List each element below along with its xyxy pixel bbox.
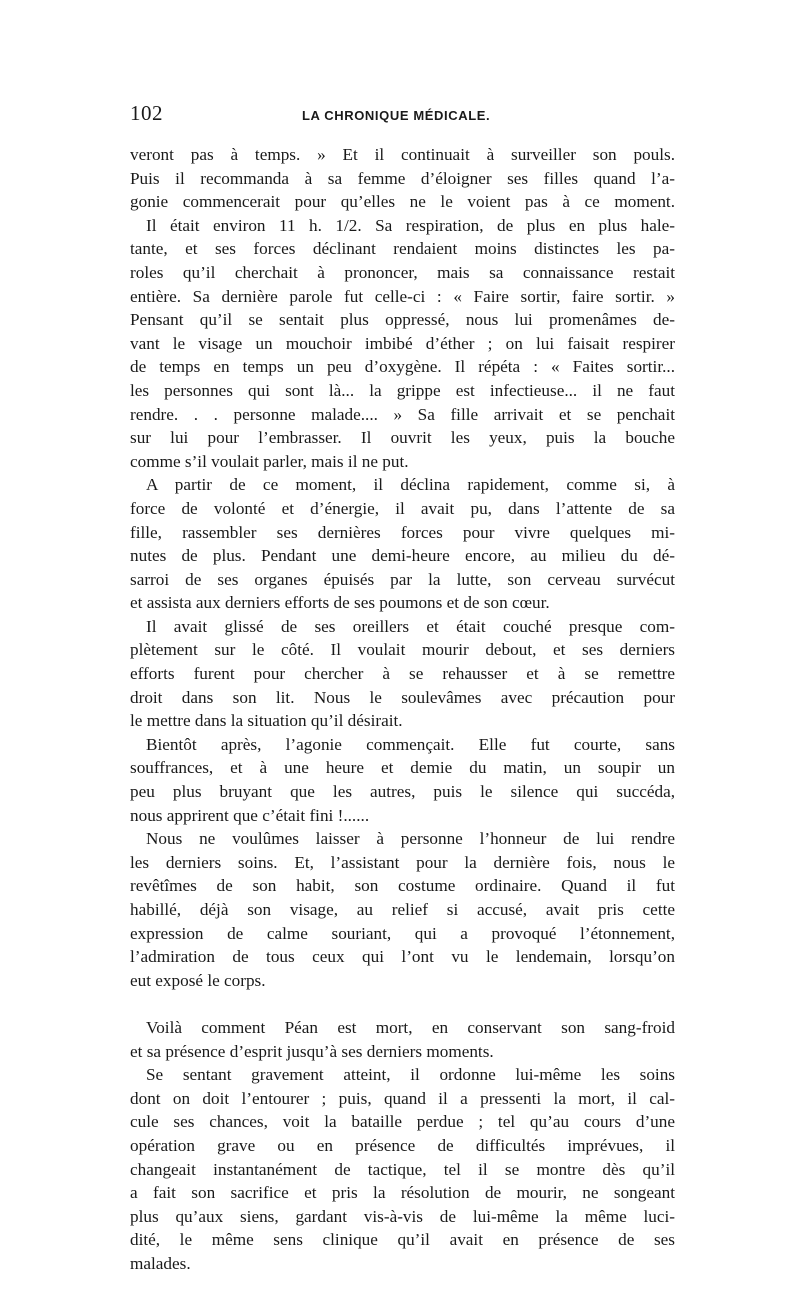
text-line: Pensant qu’il se sentait plus oppressé, nous lui promenâmes de-	[130, 310, 675, 330]
text-line: peu plus bruyant que les autres, puis le silence qui succéda,	[130, 782, 675, 802]
text-line: Il était environ 11 h. 1/2. Sa respiration, de plus en plus hale-	[146, 215, 675, 235]
text-line: plètement sur le côté. Il voulait mourir debout, et ses derniers	[130, 640, 675, 660]
text-line: cule ses chances, voit la bataille perdue ; tel qu’au cours d’une	[130, 1112, 675, 1132]
text-line: droit dans son lit. Nous le soulevâmes avec précaution pour	[130, 687, 675, 707]
text-line: l’admiration de tous ceux qui l’ont vu le lendemain, lorsqu’on	[130, 947, 675, 967]
text-line: Se sentant gravement atteint, il ordonne lui-même les soins	[146, 1065, 675, 1085]
text-line: le mettre dans la situation qu’il désirait.	[130, 711, 403, 731]
text-line: souffrances, et à une heure et demie du matin, un soupir un	[130, 758, 675, 778]
text-line: Il avait glissé de ses oreillers et était couché presque com-	[146, 616, 675, 636]
text-line: malades.	[130, 1253, 191, 1273]
text-line: changeait instantanément de tactique, tel il se montre dès qu’il	[130, 1159, 675, 1179]
text-line: expression de calme souriant, qui a provoqué l’étonnement,	[130, 923, 675, 943]
text-line: gonie commencerait pour qu’elles ne le voient pas à ce moment.	[130, 192, 675, 212]
text-line: A partir de ce moment, il déclina rapidement, comme si, à	[146, 475, 675, 495]
body-text	[130, 143, 675, 1276]
text-line: veront pas à temps. » Et il continuait à surveiller son pouls.	[130, 145, 675, 164]
text-line: roles qu’il cherchait à prononcer, mais sa connaissance restait	[130, 262, 675, 282]
text-line: plus qu’aux siens, gardant vis-à-vis de lui-même la même luci-	[130, 1206, 675, 1226]
text-line: nutes de plus. Pendant une demi-heure encore, au milieu du dé-	[130, 546, 675, 566]
page-number: 102	[130, 101, 163, 125]
text-line: Puis il recommanda à sa femme d’éloigner ses filles quand l’a-	[130, 168, 675, 188]
text-line: opération grave ou en présence de difficultés imprévues, il	[130, 1135, 675, 1155]
text-line: tante, et ses forces déclinant rendaient moins distinctes les pa-	[130, 239, 675, 259]
text-line: habillé, déjà son visage, au relief si accusé, avait pris cette	[130, 900, 675, 919]
text-line: revêtîmes de son habit, son costume ordinaire. Quand il fut	[130, 876, 675, 896]
text-line: comme s’il voulait parler, mais il ne put.	[130, 451, 409, 471]
text-line: et assista aux derniers efforts de ses poumons et de son cœur.	[130, 593, 550, 613]
text-line: sur lui pour l’embrasser. Il ouvrit les yeux, puis la bouche	[130, 428, 675, 448]
text-line: entière. Sa dernière parole fut celle-ci : « Faire sortir, faire sortir. »	[130, 286, 675, 306]
text-line: les derniers soins. Et, l’assistant pour la dernière fois, nous le	[130, 852, 675, 872]
running-title: LA CHRONIQUE MÉDICALE.	[302, 108, 491, 123]
text-line: Bientôt après, l’agonie commençait. Elle fut courte, sans	[146, 734, 675, 754]
page-header	[130, 101, 675, 131]
text-line: de temps en temps un peu d’oxygène. Il répéta : « Faites sortir...	[130, 357, 675, 377]
text-line: vant le visage un mouchoir imbibé d’éther ; on lui faisait respirer	[130, 333, 675, 353]
text-line: Voilà comment Péan est mort, en conservant son sang-froid	[146, 1017, 675, 1037]
text-line: rendre. . . personne malade.... » Sa fille arrivait et se penchait	[130, 404, 675, 424]
text-line: dont on doit l’entourer ; puis, quand il a pressenti la mort, il cal-	[130, 1088, 675, 1108]
text-line: efforts furent pour chercher à se rehausser et à se remettre	[130, 664, 675, 684]
text-line: dité, le même sens clinique qu’il avait en présence de ses	[130, 1230, 675, 1250]
text-line: fille, rassembler ses dernières forces pour vivre quelques mi-	[130, 522, 675, 542]
text-line: force de volonté et d’énergie, il avait pu, dans l’attente de sa	[130, 498, 675, 518]
text-line: les personnes qui sont là... la grippe est infectieuse... il ne faut	[130, 380, 675, 400]
text-line: a fait son sacrifice et pris la résolution de mourir, ne songeant	[130, 1183, 675, 1203]
paragraph-gap	[130, 992, 675, 1016]
text-line: sarroi de ses organes épuisés par la lutte, son cerveau survécut	[130, 569, 675, 589]
text-line: et sa présence d’esprit jusqu’à ses derniers moments.	[130, 1041, 494, 1061]
text-line: nous apprirent que c’était fini !......	[130, 805, 370, 825]
text-line: eut exposé le corps.	[130, 970, 266, 990]
text-line: Nous ne voulûmes laisser à personne l’honneur de lui rendre	[146, 829, 675, 849]
